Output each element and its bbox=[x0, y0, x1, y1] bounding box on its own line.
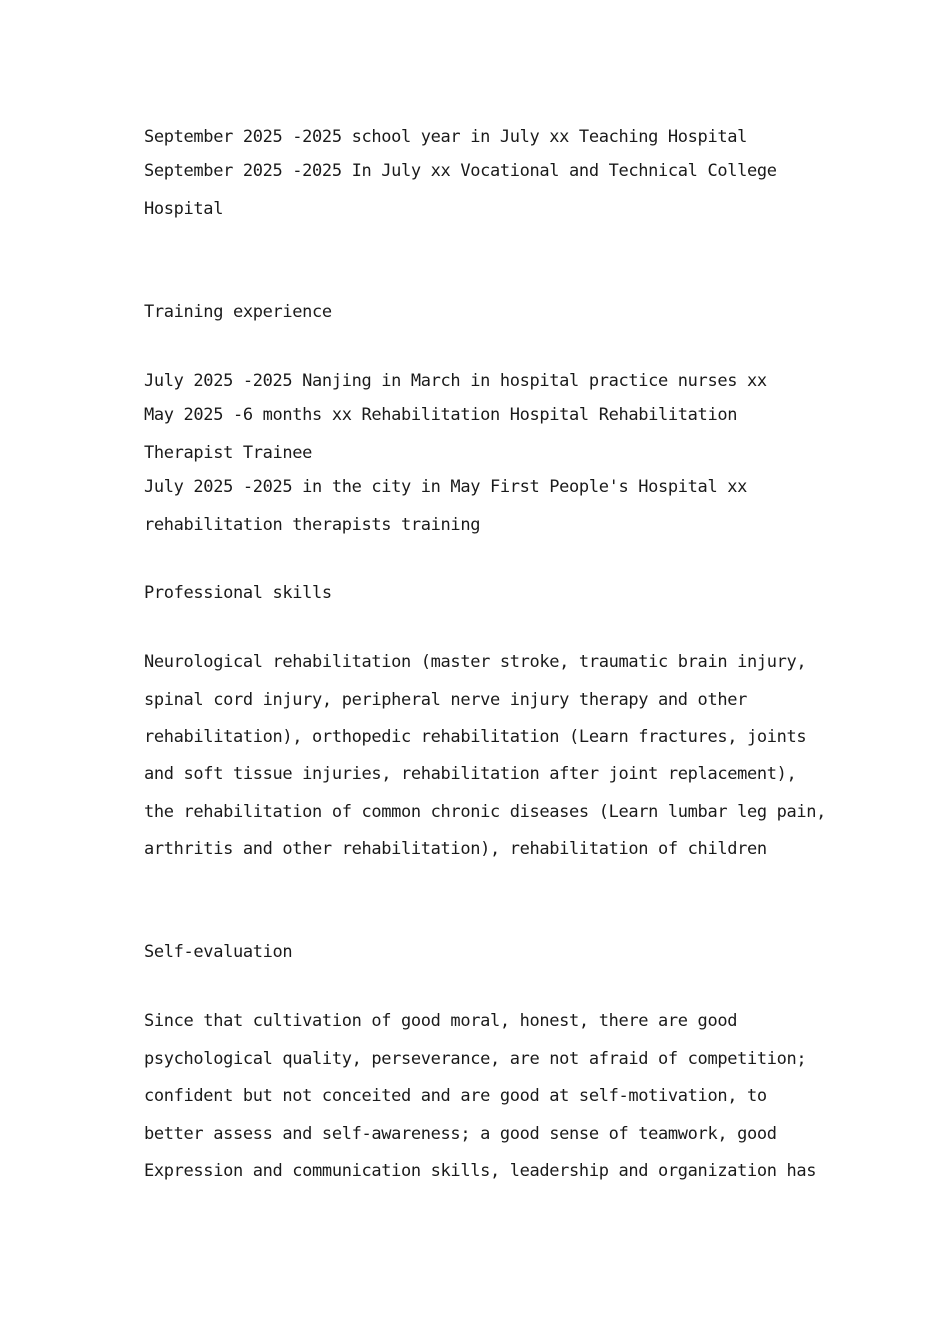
training-line: July 2025 -2025 in the city in May First People's Hospital xx bbox=[144, 477, 747, 497]
training-line: July 2025 -2025 Nanjing in March in hospital practice nurses xx bbox=[144, 371, 767, 391]
skills-line: Neurological rehabilitation (master stroke, traumatic brain injury, bbox=[144, 652, 807, 672]
self-evaluation-line: psychological quality, perseverance, are not afraid of competition; bbox=[144, 1049, 807, 1069]
self-evaluation-line: Expression and communication skills, leadership and organization has bbox=[144, 1161, 817, 1181]
self-evaluation-line: better assess and self-awareness; a good sense of teamwork, good bbox=[144, 1124, 777, 1144]
skills-line: the rehabilitation of common chronic diseases (Learn lumbar leg pain, bbox=[144, 802, 827, 822]
training-line: rehabilitation therapists training bbox=[144, 515, 481, 535]
education-line: September 2025 -2025 school year in July xx Teaching Hospital bbox=[144, 127, 747, 147]
skills-heading: Professional skills bbox=[144, 583, 332, 603]
self-evaluation-line: confident but not conceited and are good at self-motivation, to bbox=[144, 1086, 767, 1106]
skills-line: and soft tissue injuries, rehabilitation after joint replacement), bbox=[144, 764, 797, 784]
skills-line: rehabilitation), orthopedic rehabilitation (Learn fractures, joints bbox=[144, 727, 807, 747]
training-heading: Training experience bbox=[144, 302, 332, 322]
self-evaluation-line: Since that cultivation of good moral, honest, there are good bbox=[144, 1011, 738, 1031]
education-line: September 2025 -2025 In July xx Vocational and Technical College bbox=[144, 161, 777, 181]
education-line: Hospital bbox=[144, 199, 224, 219]
training-line: Therapist Trainee bbox=[144, 443, 313, 463]
self-evaluation-heading: Self-evaluation bbox=[144, 942, 293, 962]
skills-line: arthritis and other rehabilitation), rehabilitation of children bbox=[144, 839, 767, 859]
skills-line: spinal cord injury, peripheral nerve injury therapy and other bbox=[144, 690, 747, 710]
training-line: May 2025 -6 months xx Rehabilitation Hospital Rehabilitation bbox=[144, 405, 738, 425]
